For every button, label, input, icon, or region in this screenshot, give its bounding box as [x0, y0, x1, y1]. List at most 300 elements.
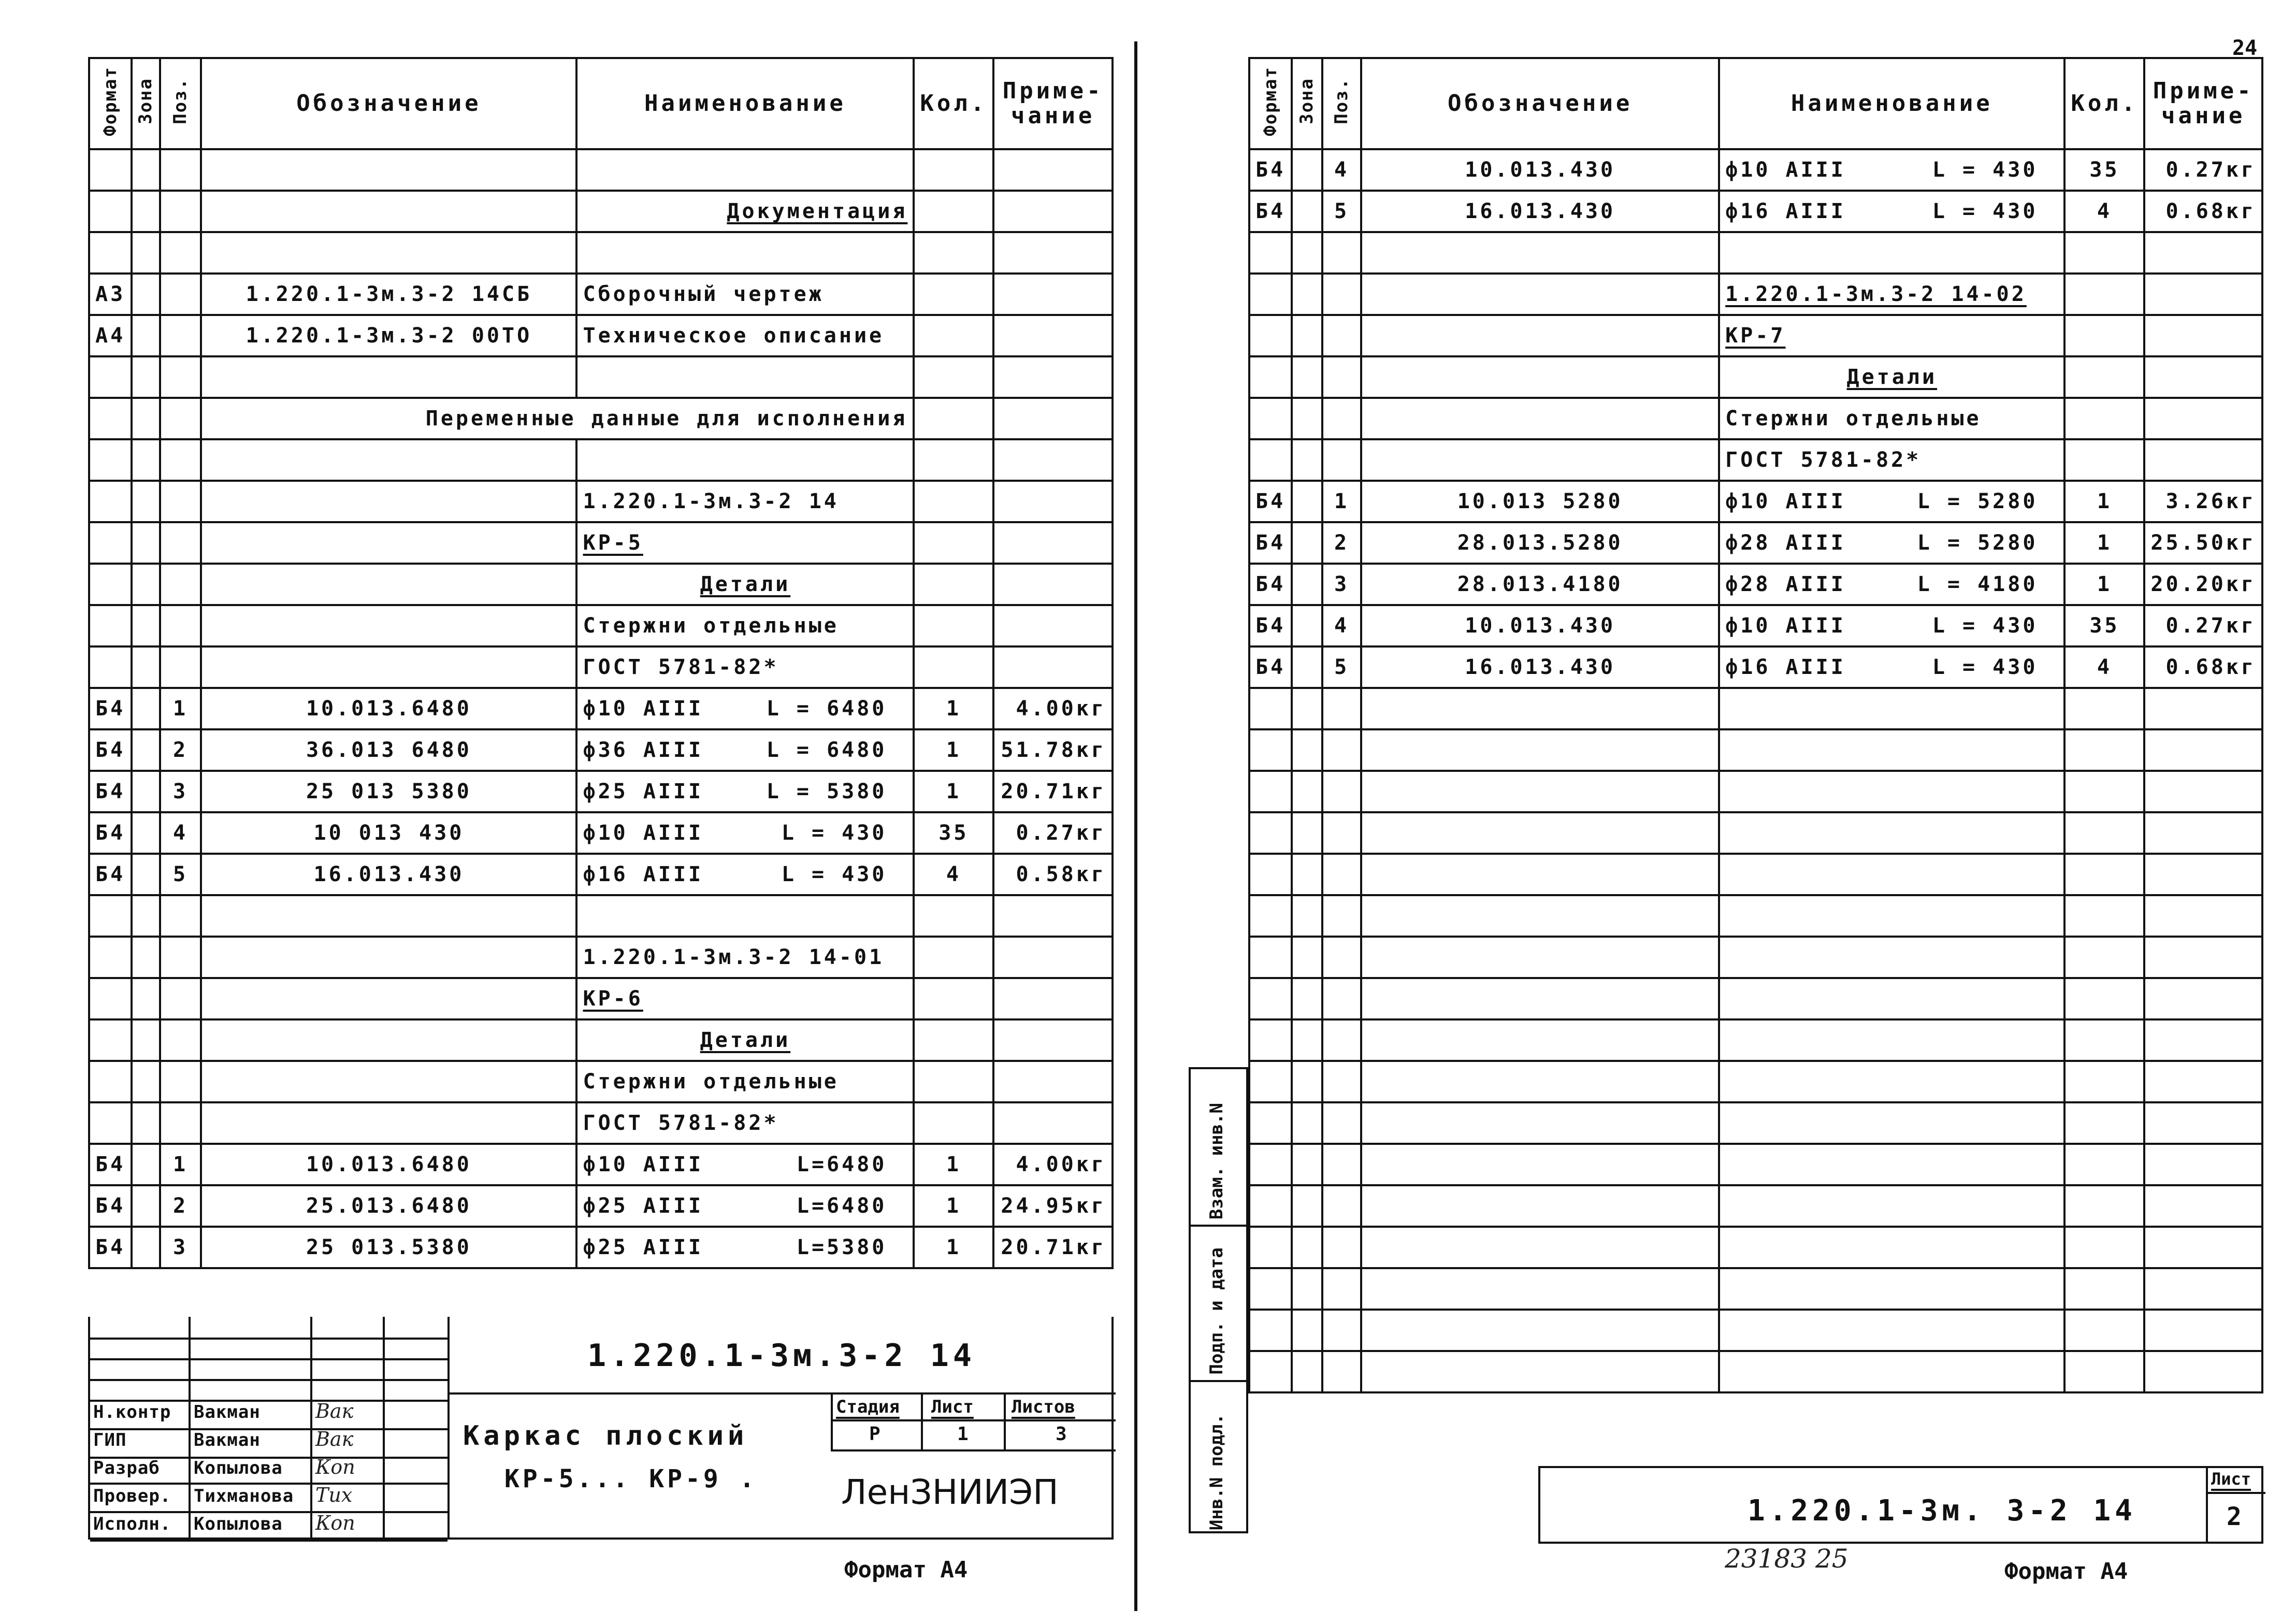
cell-qty — [914, 605, 993, 646]
cell-format — [1249, 729, 1292, 771]
sheet-value: 1 — [957, 1424, 969, 1445]
cell-name — [1719, 1102, 2064, 1144]
cell-note — [993, 191, 1113, 232]
rebar-grade: ф28 АIII — [1725, 572, 1846, 596]
table-row — [1249, 854, 2262, 895]
organization-name: ЛенЗНИИЭП — [841, 1472, 1059, 1512]
signature-name: Вакман — [194, 1402, 261, 1422]
cell-name — [576, 1102, 914, 1144]
cell-name — [576, 564, 914, 605]
header-pos: Поз. — [160, 58, 201, 149]
table-row — [1249, 1019, 2262, 1061]
cell-designation — [201, 356, 576, 398]
cell-format: Б4 — [89, 771, 132, 812]
cell-zone — [132, 771, 160, 812]
table-row — [1249, 481, 2262, 522]
cell-pos — [1322, 1227, 1361, 1268]
cell-format — [1249, 356, 1292, 398]
cell-note — [993, 1061, 1113, 1102]
cell-pos — [160, 1102, 201, 1144]
name-text: Документация — [727, 199, 908, 223]
cell-pos: 1 — [160, 1144, 201, 1185]
cell-name — [1719, 315, 2064, 356]
right-spec-table — [1248, 57, 2263, 1393]
cell-pos — [1322, 1310, 1361, 1351]
left-sheet — [88, 57, 1114, 1583]
cell-zone — [1292, 812, 1322, 854]
cell-qty — [914, 522, 993, 564]
signature-role: ГИП — [93, 1430, 127, 1450]
cell-name — [1719, 1061, 2064, 1102]
cell-zone — [1292, 937, 1322, 978]
name-text: Детали — [700, 572, 791, 596]
format-label: Формат А4 — [2004, 1558, 2128, 1585]
cell-zone — [1292, 1351, 1322, 1392]
cell-pos: 1 — [1322, 481, 1361, 522]
cell-zone — [132, 854, 160, 895]
cell-name — [576, 688, 914, 729]
sheet-label: Лист — [931, 1397, 974, 1417]
cell-designation — [1361, 1061, 1719, 1102]
cell-note — [2144, 315, 2262, 356]
cell-qty — [914, 646, 993, 688]
cell-designation — [1361, 1019, 1719, 1061]
cell-pos — [1322, 771, 1361, 812]
cell-name — [576, 978, 914, 1019]
cell-name — [576, 854, 914, 895]
cell-format — [1249, 1227, 1292, 1268]
cell-qty — [914, 1102, 993, 1144]
cell-format: А4 — [89, 315, 132, 356]
cell-zone — [1292, 1102, 1322, 1144]
cell-name — [1719, 1144, 2064, 1185]
rebar-length: L = 430 — [781, 863, 887, 886]
cell-pos — [1322, 937, 1361, 978]
cell-qty — [914, 356, 993, 398]
cell-zone — [1292, 1310, 1322, 1351]
cell-pos — [1322, 232, 1361, 274]
header-note: Приме-чание — [2144, 58, 2262, 149]
cell-designation — [201, 895, 576, 937]
cell-format — [89, 439, 132, 481]
rebar-length: L = 4180 — [1917, 572, 2038, 596]
cell-designation — [201, 149, 576, 191]
cell-format — [1249, 398, 1292, 439]
cell-name — [1719, 149, 2064, 191]
right-sheet — [1206, 36, 2263, 1585]
table-row — [89, 356, 1113, 398]
signature-name: Копылова — [194, 1514, 283, 1534]
cell-format — [89, 564, 132, 605]
table-row — [89, 646, 1113, 688]
cell-designation: 1.220.1-3м.3-2 00ТО — [201, 315, 576, 356]
rebar-grade: ф25 АIII — [583, 780, 704, 803]
cell-zone — [132, 232, 160, 274]
stage-value: Р — [869, 1424, 880, 1445]
name-text: КР-7 — [1725, 324, 1786, 348]
header-format: Формат — [89, 58, 132, 149]
cell-note — [993, 315, 1113, 356]
cell-name — [1719, 1019, 2064, 1061]
table-row — [89, 481, 1113, 522]
cell-format — [89, 1102, 132, 1144]
cell-pos — [1322, 1351, 1361, 1392]
cell-zone — [1292, 274, 1322, 315]
rebar-grade: ф10 АIII — [583, 821, 704, 845]
cell-format — [89, 1019, 132, 1061]
cell-format — [89, 978, 132, 1019]
cell-zone — [132, 398, 160, 439]
cell-qty — [2064, 937, 2144, 978]
cell-designation — [201, 564, 576, 605]
cell-zone — [132, 978, 160, 1019]
name-text: 1.220.1-3м.3-2 14 — [583, 490, 839, 513]
cell-qty — [914, 895, 993, 937]
cell-zone — [132, 812, 160, 854]
cell-name — [1719, 688, 2064, 729]
table-row — [1249, 1061, 2262, 1102]
header-name: Наименование — [1719, 58, 2064, 149]
cell-pos: 3 — [160, 771, 201, 812]
name-text: ГОСТ 5781-82* — [583, 655, 779, 679]
cell-format — [1249, 315, 1292, 356]
cell-name — [576, 315, 914, 356]
cell-qty — [2064, 315, 2144, 356]
stamp-number: 23183 25 — [1725, 1544, 1849, 1574]
rebar-length: L=6480 — [796, 1194, 887, 1218]
table-row — [89, 149, 1113, 191]
cell-name — [1719, 439, 2064, 481]
cell-name — [576, 1061, 914, 1102]
cell-designation: 10.013 5280 — [1361, 481, 1719, 522]
cell-name — [576, 481, 914, 522]
cell-format — [1249, 895, 1292, 937]
cell-pos — [1322, 1144, 1361, 1185]
table-header — [89, 58, 1113, 149]
cell-note — [2144, 356, 2262, 398]
cell-pos — [160, 937, 201, 978]
cell-name — [576, 522, 914, 564]
rebar-grade: ф10 АIII — [583, 697, 704, 721]
cell-qty — [2064, 1019, 2144, 1061]
cell-section-heading: Переменные данные для исполнения — [201, 398, 914, 439]
name-text: Сборочный чертеж — [583, 282, 824, 306]
cell-designation — [1361, 688, 1719, 729]
cell-qty — [2064, 812, 2144, 854]
table-row — [1249, 1351, 2262, 1392]
cell-pos — [1322, 729, 1361, 771]
cell-pos — [160, 315, 201, 356]
rebar-grade: ф10 АIII — [1725, 614, 1846, 638]
cell-zone — [132, 564, 160, 605]
handwritten-signature: Вак — [315, 1428, 354, 1450]
cell-pos: 5 — [1322, 191, 1361, 232]
cell-qty — [914, 978, 993, 1019]
cell-name — [576, 646, 914, 688]
sheet-value: 2 — [2227, 1502, 2242, 1531]
cell-designation: 28.013.4180 — [1361, 564, 1719, 605]
table-row — [89, 439, 1113, 481]
cell-pos — [1322, 1019, 1361, 1061]
name-text: 1.220.1-3м.3-2 14-01 — [583, 945, 885, 969]
rebar-length: L = 430 — [1932, 614, 2038, 638]
cell-qty — [914, 191, 993, 232]
cell-designation — [201, 232, 576, 274]
rebar-length: L = 6480 — [766, 738, 887, 762]
table-row — [89, 1061, 1113, 1102]
cell-designation — [1361, 729, 1719, 771]
cell-note — [993, 1019, 1113, 1061]
cell-format — [89, 522, 132, 564]
cell-pos — [1322, 895, 1361, 937]
cell-qty: 35 — [2064, 149, 2144, 191]
cell-format — [1249, 439, 1292, 481]
cell-zone — [1292, 1268, 1322, 1310]
cell-zone — [1292, 1185, 1322, 1227]
table-row — [89, 398, 1113, 439]
header-designation: Обозначение — [1361, 58, 1719, 149]
cell-zone — [132, 1185, 160, 1227]
table-row — [89, 564, 1113, 605]
cell-name — [1719, 274, 2064, 315]
handwritten-signature: Коп — [315, 1456, 355, 1478]
cell-qty — [914, 315, 993, 356]
cell-pos — [1322, 398, 1361, 439]
cell-zone — [132, 149, 160, 191]
cell-qty — [2064, 1268, 2144, 1310]
cell-qty — [2064, 439, 2144, 481]
cell-designation — [1361, 398, 1719, 439]
cell-pos: 2 — [1322, 522, 1361, 564]
cell-format: Б4 — [1249, 564, 1292, 605]
cell-pos — [160, 274, 201, 315]
table-row — [1249, 149, 2262, 191]
cell-format — [1249, 812, 1292, 854]
cell-note: 20.71кг — [993, 771, 1113, 812]
cell-zone — [132, 688, 160, 729]
cell-name — [576, 771, 914, 812]
cell-pos: 4 — [160, 812, 201, 854]
cell-format — [89, 356, 132, 398]
cell-name — [1719, 191, 2064, 232]
handwritten-signature: Коп — [315, 1512, 355, 1534]
table-row — [89, 232, 1113, 274]
cell-designation: 10.013.6480 — [201, 688, 576, 729]
cell-designation — [1361, 937, 1719, 978]
cell-note — [993, 895, 1113, 937]
cell-qty — [2064, 1227, 2144, 1268]
table-row — [1249, 646, 2262, 688]
cell-note — [993, 564, 1113, 605]
cell-format — [1249, 1019, 1292, 1061]
name-text: Детали — [700, 1028, 791, 1052]
cell-designation — [1361, 1185, 1719, 1227]
cell-qty: 4 — [914, 854, 993, 895]
rebar-grade: ф25 АIII — [583, 1235, 704, 1259]
name-text: ГОСТ 5781-82* — [1725, 448, 1922, 472]
cell-note — [2144, 1268, 2262, 1310]
cell-pos: 4 — [1322, 605, 1361, 646]
cell-zone — [132, 937, 160, 978]
cell-zone — [132, 315, 160, 356]
cell-zone — [132, 605, 160, 646]
cell-zone — [1292, 149, 1322, 191]
cell-zone — [1292, 439, 1322, 481]
cell-name — [1719, 729, 2064, 771]
cell-note — [993, 398, 1113, 439]
cell-qty: 1 — [2064, 481, 2144, 522]
cell-zone — [1292, 978, 1322, 1019]
table-row — [1249, 771, 2262, 812]
table-row — [89, 1185, 1113, 1227]
cell-qty: 4 — [2064, 646, 2144, 688]
table-row — [89, 191, 1113, 232]
table-row — [1249, 1268, 2262, 1310]
table-row — [1249, 356, 2262, 398]
cell-qty: 35 — [2064, 605, 2144, 646]
sheet-label: Лист — [2211, 1469, 2251, 1489]
cell-qty — [2064, 978, 2144, 1019]
cell-name — [1719, 937, 2064, 978]
table-row — [89, 274, 1113, 315]
signature-role: Разраб — [93, 1458, 160, 1478]
cell-designation: 10 013 430 — [201, 812, 576, 854]
cell-qty — [2064, 1102, 2144, 1144]
cell-designation — [201, 605, 576, 646]
drawing-title: Каркас плоский — [463, 1420, 748, 1451]
cell-pos: 2 — [160, 729, 201, 771]
cell-zone — [1292, 646, 1322, 688]
cell-designation — [201, 978, 576, 1019]
table-row — [1249, 729, 2262, 771]
table-row — [1249, 315, 2262, 356]
cell-zone — [1292, 315, 1322, 356]
cell-note — [993, 356, 1113, 398]
table-row — [89, 729, 1113, 771]
cell-name — [576, 439, 914, 481]
cell-note — [2144, 854, 2262, 895]
cell-note: 25.50кг — [2144, 522, 2262, 564]
table-row — [89, 1227, 1113, 1268]
cell-name — [1719, 812, 2064, 854]
cell-designation — [1361, 1310, 1719, 1351]
cell-pos: 5 — [1322, 646, 1361, 688]
cell-format — [1249, 1061, 1292, 1102]
cell-designation: 28.013.5280 — [1361, 522, 1719, 564]
cell-format — [1249, 1102, 1292, 1144]
cell-qty — [2064, 1351, 2144, 1392]
cell-pos — [1322, 978, 1361, 1019]
cell-designation — [201, 191, 576, 232]
sheets-label: Листов — [1012, 1397, 1075, 1417]
rebar-length: L = 5280 — [1917, 531, 2038, 555]
cell-format: Б4 — [1249, 149, 1292, 191]
cell-qty — [2064, 1144, 2144, 1185]
name-text: Детали — [1846, 365, 1938, 389]
header-zone: Зона — [1292, 58, 1322, 149]
cell-name — [1719, 605, 2064, 646]
cell-designation: 10.013.430 — [1361, 149, 1719, 191]
table-row — [89, 895, 1113, 937]
header-zone: Зона — [132, 58, 160, 149]
cell-note: 0.68кг — [2144, 646, 2262, 688]
cell-zone — [132, 439, 160, 481]
cell-note — [2144, 1351, 2262, 1392]
table-row — [89, 812, 1113, 854]
cell-designation — [201, 937, 576, 978]
rebar-length: L = 5280 — [1917, 490, 2038, 513]
cell-designation: 25 013.5380 — [201, 1227, 576, 1268]
cell-pos: 3 — [160, 1227, 201, 1268]
cell-note — [993, 605, 1113, 646]
cell-name — [576, 149, 914, 191]
cell-qty — [2064, 895, 2144, 937]
rebar-grade: ф28 АIII — [1725, 531, 1846, 555]
cell-pos: 5 — [160, 854, 201, 895]
cell-name — [1719, 481, 2064, 522]
cell-note: 0.27кг — [2144, 605, 2262, 646]
cell-designation — [1361, 439, 1719, 481]
cell-qty — [2064, 274, 2144, 315]
cell-designation — [1361, 771, 1719, 812]
cell-qty: 1 — [914, 729, 993, 771]
cell-pos: 1 — [160, 688, 201, 729]
cell-designation — [1361, 1102, 1719, 1144]
cell-note — [993, 522, 1113, 564]
cell-zone — [1292, 688, 1322, 729]
rebar-grade: ф10 АIII — [1725, 490, 1846, 513]
cell-designation: 10.013.430 — [1361, 605, 1719, 646]
cell-pos — [1322, 1268, 1361, 1310]
cell-zone — [1292, 522, 1322, 564]
right-title-block — [1538, 1466, 2263, 1544]
cell-name — [576, 1144, 914, 1185]
cell-note — [2144, 729, 2262, 771]
cell-note: 4.00кг — [993, 1144, 1113, 1185]
cell-format — [89, 149, 132, 191]
sheets-value: 3 — [1056, 1424, 1067, 1445]
cell-format — [1249, 978, 1292, 1019]
cell-name — [576, 191, 914, 232]
name-text: КР-6 — [583, 987, 643, 1011]
cell-name — [1719, 564, 2064, 605]
signature-name: Вакман — [194, 1430, 261, 1450]
cell-qty: 1 — [914, 771, 993, 812]
stage-box — [831, 1395, 1116, 1451]
signature-name: Копылова — [194, 1458, 283, 1478]
table-row — [1249, 1144, 2262, 1185]
cell-designation — [1361, 1268, 1719, 1310]
rebar-length: L = 6480 — [766, 697, 887, 721]
drawing-subtitle: КР-5... КР-9 . — [504, 1464, 758, 1493]
cell-zone — [1292, 1019, 1322, 1061]
cell-zone — [132, 1102, 160, 1144]
cell-designation: 16.013.430 — [201, 854, 576, 895]
table-row — [1249, 812, 2262, 854]
cell-note: 0.58кг — [993, 854, 1113, 895]
cell-name — [576, 356, 914, 398]
cell-name — [576, 1019, 914, 1061]
cell-format: Б4 — [89, 729, 132, 771]
cell-format: А3 — [89, 274, 132, 315]
cell-name — [576, 729, 914, 771]
cell-name — [1719, 522, 2064, 564]
cell-qty: 1 — [914, 688, 993, 729]
cell-format — [1249, 1268, 1292, 1310]
cell-qty — [2064, 771, 2144, 812]
cell-qty — [2064, 688, 2144, 729]
signature-name: Тихманова — [194, 1486, 294, 1506]
